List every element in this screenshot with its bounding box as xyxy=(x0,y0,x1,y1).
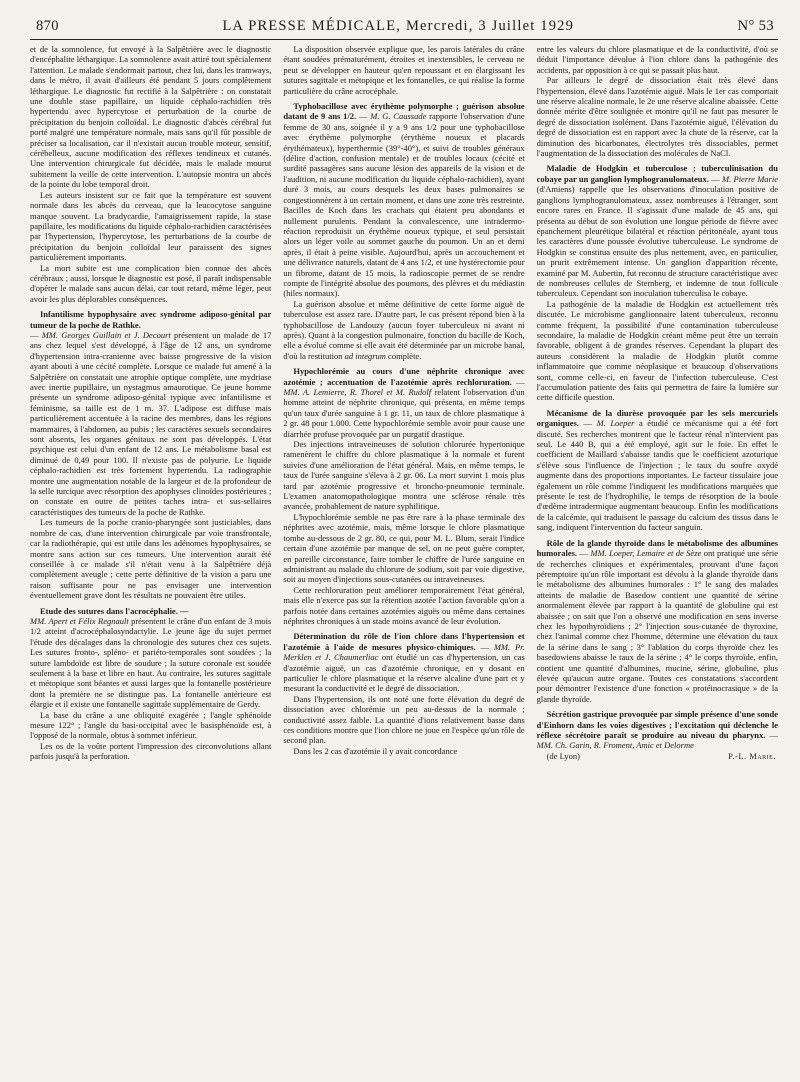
section-typhobacillose xyxy=(283,101,524,361)
column-middle xyxy=(283,44,524,1078)
section-authors: MM. Ch. Garin, R. Froment, Amic et Delorme xyxy=(536,740,694,751)
page-header xyxy=(30,18,778,39)
section-hypochloremie xyxy=(283,366,524,626)
paragraph: Détermination du rôle de l'ion chlore dans l'hypertension et l'azotémie à l'aide de mesures physico-chimiques. — MM. Pr. Merklen et J. Chaumerliac ont étudié un cas d'hypertension, un cas d'azotémie aiguë, un cas d'azotémie chronique, en y dosant en particulier le chlore plasmatique et la réserve alcaline d'une part et y mesurant la conductivité et le degré de dissociation. xyxy=(283,631,525,694)
section-title: Infantilisme hypophysaire avec syndrome adiposo-génital par tumeur de la poche de Rathke. xyxy=(30,309,272,330)
section-ion-chlore xyxy=(283,631,524,756)
paragraph: Sécrétion gastrique provoquée par simple présence d'une sonde d'Einhorn dans les voies digestives ; l'excitation qui déclenche le réflexe sécrétoire paraît se produire au niveau du pharynx. — MM. Ch. Garin, R. Froment, Amic et Delorme xyxy=(536,709,778,751)
section-infantilisme xyxy=(30,309,271,600)
section-authors: M. G. Caussade xyxy=(370,111,427,122)
paragraph: La base du crâne a une obliquité exagérée ; l'angle sphénoïde mesure 122° ; l'angle du basi-occipital avec le basisphénoïde est, à l'opposé de la normale, obtus à sommet inférieur. xyxy=(30,709,272,741)
paragraph: Typhobacillose avec érythème polymorphe ; guérison absolue datant de 9 ans 1/2. — M. G. Caussade rapporte l'observation d'une femme de 30 ans, soignée il y a 9 ans 1/2 pour une typhobacillose avec érythème polymorphe (érythème noueux et placards érythémateux), hyperthermie (39°-40°), et suivi de troubles généraux (délire d'action, confusion mentale) et de troubles locaux (cécité et surdité passagères sans aucune lésion des appareils de la vision et de l'audition, ni aucune modification du liquide céphalo-rachidien), ayant duré 3 mois, au cours desquels les deux bases pulmonaires se congestionnèrent à un certain moment, et dans une zone très restreinte. Bacilles de Koch dans les crachats qui étaient peu abondants et nullement purulents. Pendant la convalescence, une intradermo-réaction reproduisit un érythème noueux typique, et seul persistait alors un léger voile au sommet gauche du poumon. Un an et demi après, il était à peine visible. Aujourd'hui, après un accouchement et une délivrance naturels, datant de 4 ans 1/2, et une hystérectomie pour un fibrome, datant de 15 mois, la radioscopie permet de se rendre compte de l'intégrité absolue des poumons, des plèvres et du médiastin (hiles normaux). xyxy=(283,101,525,299)
header-rule xyxy=(30,39,778,40)
paragraph: Cette rechloruration peut améliorer temporairement l'état général, mais elle n'exerce pas sur la rétention azotée l'action favorable qu'on a parfois notée dans certaines azotémies aiguës ou même dans certaines néphrites chroniques à un stade moins avancé de leur évolution. xyxy=(283,584,525,626)
section-title: Etude des sutures dans l'acrocéphalie. — xyxy=(40,605,189,616)
section-authors: M. Pierre Marie xyxy=(722,173,778,184)
paragraph: La disposition observée explique que, les parois latérales du crâne étant soudées prématurément, étroites et inextensibles, le cerveau ne peut se développer en hauteur qu'en repoussant et en élargissant les sutures sagittale et métopique et les fontanelles, ce qui réalise la forme particulière du crâne acrocéphale. xyxy=(283,44,525,96)
paragraph: L'hypochlorémie semble ne pas être rare à la phase terminale des néphrites avec azotémie, mais, même lorsque le chlore plasmatique tombe au-dessous de 2 gr. 80, ce qui, pour M. L. Blum, serait l'indice certain d'une azotémie par manque de sel, on ne peut guère compter, en pareille circonstance, faire tomber le chiffre de l'urée sanguine en administrant au malade du chlorure de sodium, soit par voie digestive, soit au moyen d'injections sous-cutanées ou intraveineuses. xyxy=(283,511,525,585)
section-thyroide xyxy=(537,538,778,705)
paragraph: MM. Apert et Félix Regnault présentent le crâne d'un enfant de 3 mois 1/2 atteint d'acrocéphalosyndactylie. Le jeune âge du sujet permet l'étude des décalages dans la chronologie des sutures chez ces sujets. Les sutures fronto-, spléno- et pariéto-temporales sont soudées ; la suture lambdoïde est libre de soudure ; la suture coronale est soudée seulement à la base et libre en haut. Au contraire, les sutures sagittale et métopique sont béantes et aussi larges que la fontanelle postérieure dont la première ne se distingue pas. La fontanelle antérieure est élargie et il existe une fontanelle sagittale supplémentaire de Gerdy. xyxy=(30,615,272,710)
paragraph: Maladie de Hodgkin et tuberculose ; tuberculinisation du cobaye par un ganglion lymphogranulomateux. — M. Pierre Marie (d'Amiens) rappelle que les observations d'inoculation positive de ganglions lymphogranulomateux, assez nombreuses à l'étranger, sont encore rares en France. Il s'agissait d'une malade de 45 ans, qui présenta au début de son évolution une longue période de fièvre avec épanchement pleurétique bilatéral et réaction péritonéale, ayant tous les caractères d'une poussée évolutive tuberculeuse. Le syndrome de Hodgkin se constitua ensuite des plus nettement, avec, en particulier, un prurit extrêmement intense. Un ganglion d'apparition récente, examiné par M. Aubertin, fut reconnu de structure caractéristique avec de nombreuses cellules de Sternberg, et indemne de tout follicule tuberculeux. Cependant son inoculation tuberculisa le cobaye. xyxy=(536,163,778,299)
section-title: Typhobacillose avec érythème polymorphe ; guérison absolue datant de 9 ans 1/2. xyxy=(283,101,525,122)
signature-line xyxy=(537,751,778,761)
section-hodgkin xyxy=(537,163,778,402)
section-authors: MM. Loeper, Lemaire et de Sèze xyxy=(590,548,702,559)
paragraph: Les tumeurs de la poche cranio-pharyngée sont justiciables, dans nombre de cas, d'une intervention chirurgicale par voie transfrontale, car la radiothérapie, qui est utile dans les adénomes hypophysaires, se montre sans action sur ces tumeurs. Une intervention aurait été conseillée à ce malade s'il n'était venu à la Salpêtrière déjà complètement aveugle ; cette perte définitive de la vision a paru une raison suffisante pour ne pas envisager une intervention éventuellement grave dont les résultats ne pouvaient être utiles. xyxy=(30,517,272,601)
article-columns xyxy=(30,44,778,1078)
paragraph: La pathogénie de la maladie de Hodgkin est actuellement très discutée. Le microbisme ganglionnaire latent tuberculeux, reconnu comme fréquent, la possibilité d'une contamination tuberculeuse secondaire, la maladie de Hodgkin créant même peut être un terrain favorable, obligent à de grandes réserves. Cependant la plupart des auteurs considèrent la maladie de Hodgkin plutôt comme inflammatoire que comme néoplasique et beaucoup d'observations sont, comme celle-ci, en faveur de l'infection tuberculeuse. C'est l'accumulation patiente des faits qui permettra de faire la lumière sur cette difficile question. xyxy=(536,298,778,403)
section-diurese xyxy=(537,408,778,533)
section-authors: MM. Georges Guillain et J. Decourt xyxy=(41,329,171,340)
paragraph: entre les valeurs du chlore plasmatique et de la conductivité, d'où se déduit l'importance dévolue à l'ion chlore dans la pathogénie des accidents, par opposition à ce qui se passait plus haut. xyxy=(536,44,778,75)
section-authors: MM. A. Lemierre, R. Thorel et M. Rudolf xyxy=(283,387,432,397)
paragraph: La guérison absolue et même définitive de cette forme aiguë de tuberculose est assez rare. D'autre part, le cas présent répond bien à la typhobacillose de Landouzy (aucun foyer tuberculeux ni avant ni après). Quant à la congestion pulmonaire, fonction du bacille de Koch, elle a évolué comme si elle avait été déterminée par un microbe banal, d'où la restitution ad integrum complète. xyxy=(283,298,525,361)
paragraph: Les auteurs insistent sur ce fait que la température est souvent normale dans les abcès du cerveau, que la leucocytose sanguine manque souvent. La bradycardie, l'amaigrissement rapide, la stase papillaire, les modifications du liquide céphalo-rachidien caractérisées par l'hypertension, l'hypercytose, les perturbations de la courbe de précipitation du benjoin colloïdal leur paraissent des signes particulièrement importants. xyxy=(30,189,272,263)
section-acrocephalie xyxy=(30,606,271,762)
section-title: Sécrétion gastrique provoquée par simple présence d'une sonde d'Einhorn dans les voies digestives ; l'excitation qui déclenche le réflexe sécrétoire paraît se produire au niveau du pharynx. xyxy=(536,709,778,740)
section-title: Hypochlorémie au cours d'une néphrite chronique avec azotémie ; accentuation de l'azotémie après rechloruration. xyxy=(283,366,525,387)
column-right xyxy=(537,44,778,1078)
paragraph: — MM. Georges Guillain et J. Decourt présentent un malade de 17 ans chez lequel s'est développé, à l'âge de 12 ans, un syndrome d'hypertension intra-cranienne avec baisse progressive de la vision ayant abouti à une cécité complète. Lorsque ce malade fut amené à la Salpêtrière on constatait une atrophie optique complète, une mydriase avec inertie pupillaire, un nystagmus amaurotique. Ce jeune homme présente un syndrome adiposo-génital typique avec infantilisme et féminisme, sa taille est de 1 m. 37. L'adipose est diffuse mais particulièrement accentuée à la racine des membres, dans les régions mammaires, à l'abdomen, au pubis ; les caractères sexuels secondaires sont absents, les organes génitaux ne sont pas développés. L'état psychique est celui d'un enfant de 12 ans. Le métabolisme basal est diminué de 0,49 pour 100. Il n'existe pas de polyurie. Le liquide céphalo-rachidien est très fortement hypertendu. La radiographie montre une augmentation notable de la largeur et de la profondeur de la selle turcique avec résorption des apophyses clinoïdes postérieures ; on constate en outre de petites taches intra- et sus-sellaires caractéristiques des tumeurs de la poche de Rathke. xyxy=(30,329,272,517)
signature: P.-L. Marie. xyxy=(728,750,776,761)
section-title: Détermination du rôle de l'ion chlore dans l'hypertension et l'azotémie à l'aide de mesures physico-chimiques. xyxy=(283,631,525,652)
section-title: Rôle de la glande thyroïde dans le métabolisme des albumines humorales. xyxy=(536,537,778,559)
issue-number: N° 53 xyxy=(737,18,774,34)
section-title: Maladie de Hodgkin et tuberculose ; tuberculinisation du cobaye par un ganglion lymphogranulomateux. xyxy=(536,163,778,184)
column-left xyxy=(30,44,271,1078)
paragraph: Les os de la voûte portent l'impression des circonvolutions allant parfois jusqu'à la perforation. xyxy=(30,740,272,762)
paragraph: Par ailleurs le degré de dissociation était très élevé dans l'hypertension, élevé dans l'azotémie aiguë. Mais le 1er cas comportait une réserve alcaline normale, le 2e une réserve alcaline abaissée. Cette donnée mérite d'être soulignée et montre qu'il ne faut pas mesurer le degré de dissociation isolément. Dans l'azotémie aiguë, l'élévation du degré de dissociation est en rapport avec la chute de la réserve, car la diminution des bicarbonates, électrolytes très dissociables, permet l'augmentation de la dissociation des molécules de NaCl. xyxy=(536,75,778,159)
section-title: Mécanisme de la diurèse provoquée par les sels mercuriels organiques. xyxy=(536,407,778,429)
paragraph: Dans les 2 cas d'azotémie il y avait concordance xyxy=(293,745,458,756)
paragraph: Mécanisme de la diurèse provoquée par les sels mercuriels organiques. — M. Loeper a étudié ce mécanisme qui a été fort discuté. Ses recherches montrent que le facteur rénal n'intervient pas seul. Le 440 B, qui a été employé, agit sur le foie. En effet le coefficient de Maillard s'abaisse tandis que le coefficient azoturique s'élève sous l'influence de l'injection ; le taux du soufre oxydé augmente dans des proportions importantes. Le facteur tissulaire joue également un rôle comme l'indiquent les modifications marquées que présente le test de l'hydrophilie, le temps de résorption de la boule d'œdème intradermique augmentant beaucoup. Enfin les modifications de la calcémie, qui traduisent le passage du calcium des tissus dans le sang, indiquent l'intervention du facteur sanguin. xyxy=(536,407,778,533)
paragraph: La mort subite est une complication bien connue des abcès cérébraux ; aussi, lorsque le diagnostic est posé, il paraît indispensable d'opérer le malade sans aucun délai, car tout retard, même léger, peut avoir les plus déplorables conséquences. xyxy=(30,262,272,304)
page-number: 870 xyxy=(36,18,59,34)
section-authors: MM. Pr. Merklen et J. Chaumerliac xyxy=(283,641,525,663)
section-authors: MM. Apert et Félix Regnault xyxy=(30,615,129,626)
journal-title: LA PRESSE MÉDICALE, Mercredi, 3 Juillet 1929 xyxy=(222,18,575,34)
paragraph: et de la somnolence, fut envoyé à la Salpêtrière avec le diagnostic d'encéphalite léthargique. La somnolence avait attiré tout spécialement l'attention. Le malade s'endormait partout, chez lui, dans les tramways, dans le métro, il avait d'ailleurs été pendant 5 jours complètement léthargique. Le diagnostic fut rectifié à la Salpêtrière : on constatait une double stase papillaire, un liquide céphalo-rachidien très hypertendu avec hypercytose et perturbation de la courbe de précipitation du benjoin colloïdal. Le diagnostic d'abcès cérébral fut porté malgré une température normale, mais sans qu'il fût possible de préciser sa localisation, car il n'existait aucun trouble moteur, sensitif, cérébelleux, aucune modification des réflexes tendineux et cutanés. Une intervention chirurgicale fut décidée, mais le malade mourut subitement la veille de cette intervention. L'autopsie montra un abcès de la pointe du lobe temporal droit. xyxy=(30,44,272,190)
paragraph: Dans l'hypertension, ils ont noté une forte élévation du degré de dissociation avec chlorémie un peu au-dessus de la normale ; conductivité assez faible. La quantité d'ions relativement basse dans ces conditions montre que l'ion chlore ne joue en l'espèce qu'un rôle de second plan. xyxy=(283,693,525,746)
section-secretion-gastrique xyxy=(537,709,778,761)
paragraph: Hypochlorémie au cours d'une néphrite chronique avec azotémie ; accentuation de l'azotémie après rechloruration. — MM. A. Lemierre, R. Thorel et M. Rudolf relatent l'observation d'un homme atteint de néphrite chronique, qui présenta, en même temps qu'un taux d'urée sanguine à 1 gr. 11, un taux de chlore plasmatique à 2 gr. 48 pour 1.000. Cette hypochlorémie semble avoir pour cause une diarrhée profuse provoquée par un purgatif drastique. xyxy=(283,366,525,439)
section-authors: M. Loeper xyxy=(596,418,635,429)
paragraph: Des injections intraveineuses de solution chlorurée hypertonique ramenèrent le chiffre du chlore plasmatique à la normale et furent suivies d'une amélioration de l'état général. Mais, en même temps, le taux de l'urée sanguine s'éleva à 2 gr. 06. La mort survint 1 mois plus tard par azotémie progressive et broncho-pneumonie terminale. L'examen anatomopathologique montra une sclérose rénale très avancée, probablement de nature syphilitique. xyxy=(283,439,525,512)
paragraph: Rôle de la glande thyroïde dans le métabolisme des albumines humorales. — MM. Loeper, Lemaire et de Sèze ont pratiqué une série de recherches cliniques et expérimentales, prouvant d'une façon péremptoire qu'un rôle important est dévolu à la glande thyroïde dans le métabolisme des albumines humorales : 1° le sang des malades atteints de maladie de Basedow contient une quantité de sérine anormalement élevée par rapport à la quantité de globuline qui est abaissée ; on sait que l'on a observé une modification en sens inverse chez les hypothyroïdiens ; 2° l'injection sous-cutanée de thyroxine, chez l'animal comme chez l'homme, détermine une élévation du taux de la sérine dans le sang ; 3° l'ablation du corps thyroïde chez les basedowiens abaisse le taux de la sérine ; 4° le corps thyroïde, enfin, contient une quantité d'albumines, mucine, sérine, globuline, plus élevée qu'aucun autre organe. Toutes ces constatations s'accordent pour démontrer l'existence d'une fonction « protéinocrasique » de la glande thyroïde. xyxy=(536,537,778,704)
authors-location: (de Lyon) xyxy=(546,750,580,761)
